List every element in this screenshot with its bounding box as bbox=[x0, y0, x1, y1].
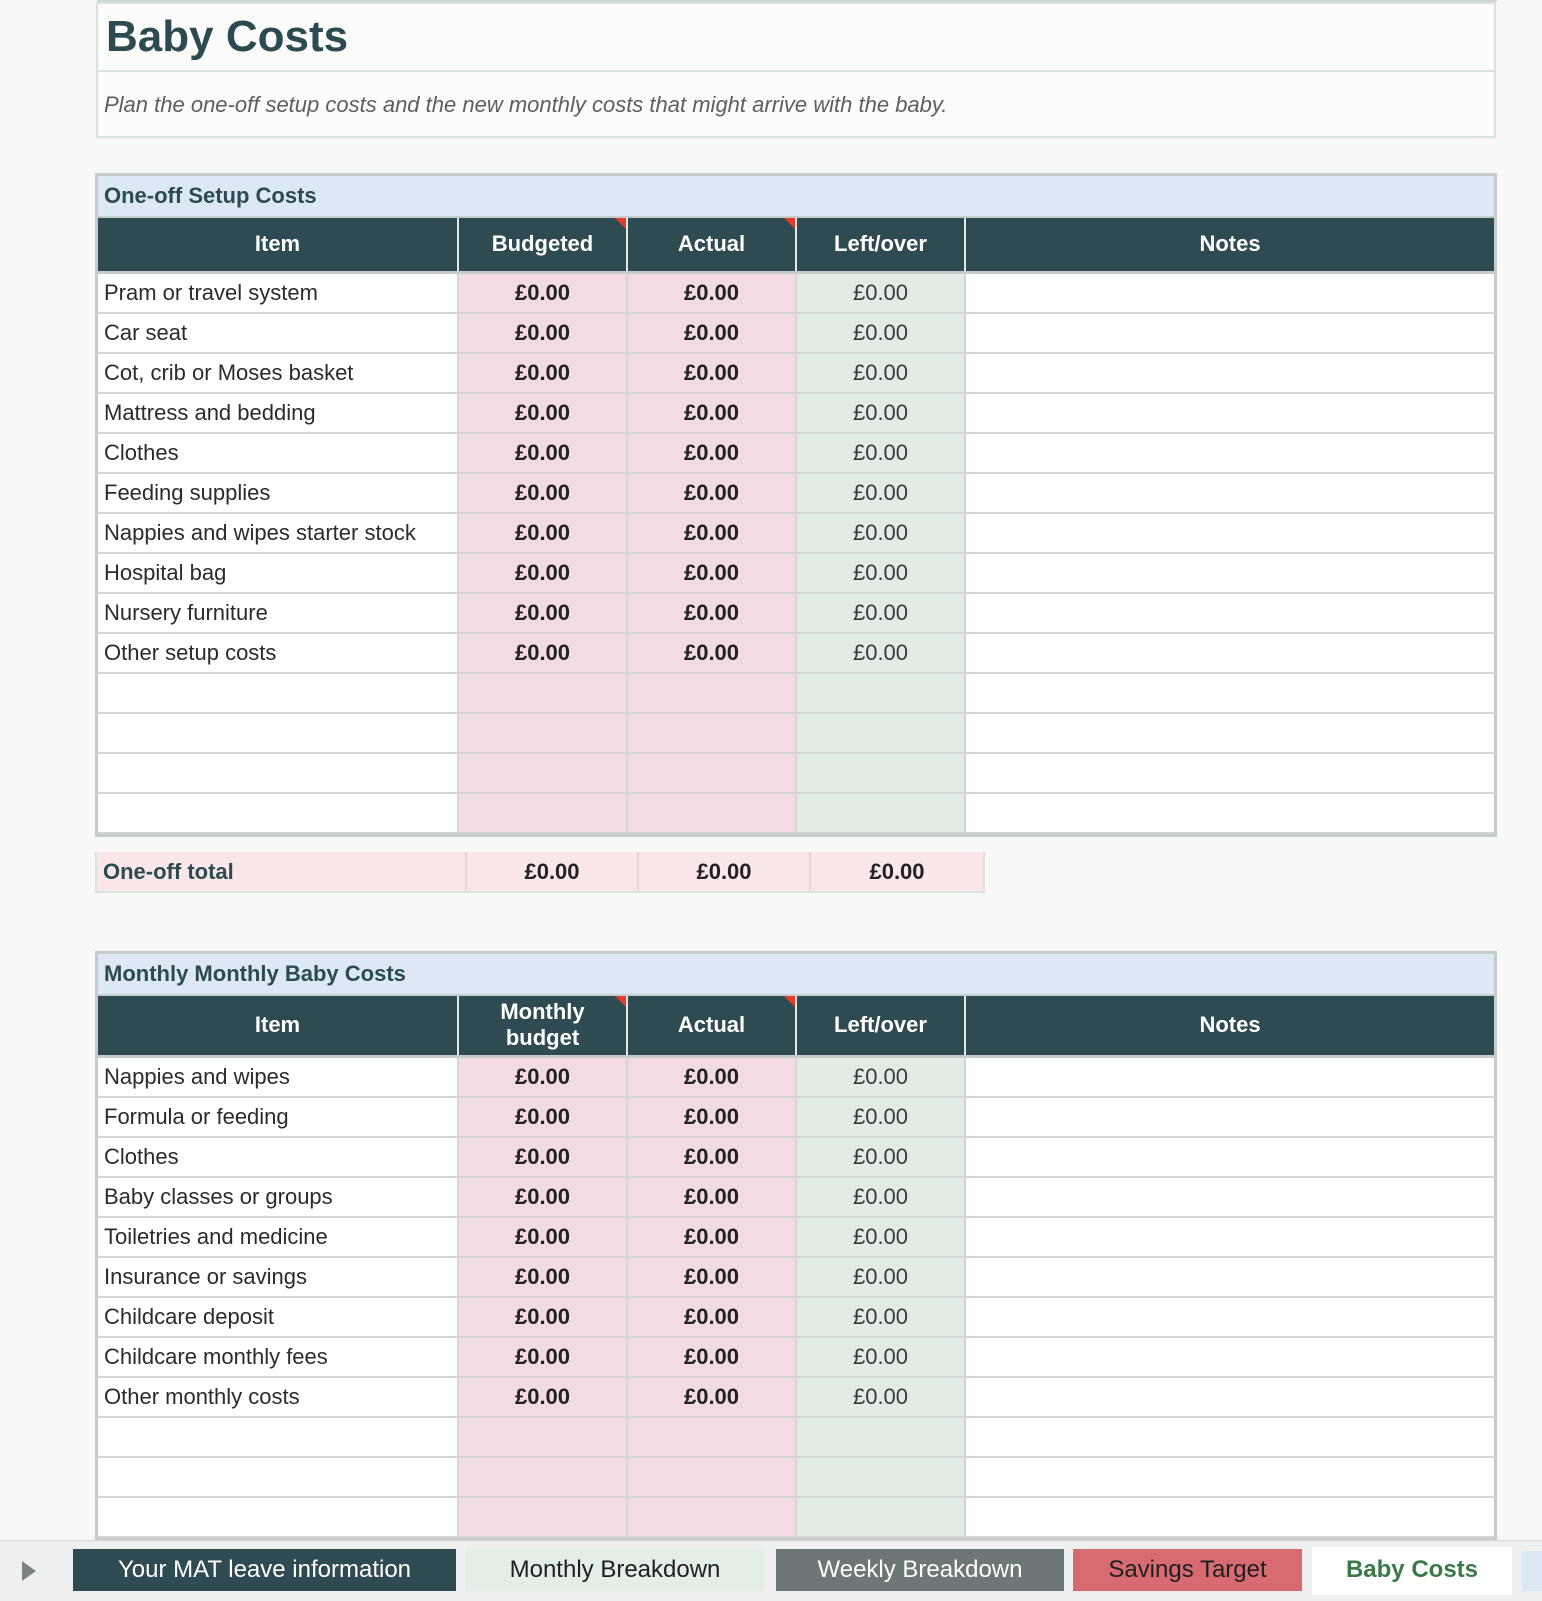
budgeted-cell[interactable]: £0.00 bbox=[458, 1177, 627, 1217]
actual-cell[interactable]: £0.00 bbox=[627, 1177, 796, 1217]
actual-cell[interactable]: £0.00 bbox=[627, 553, 796, 593]
budgeted-cell[interactable] bbox=[458, 1457, 627, 1497]
comment-indicator-icon[interactable] bbox=[784, 996, 795, 1007]
item-cell[interactable]: Clothes bbox=[98, 1137, 458, 1177]
total-actual[interactable]: £0.00 bbox=[639, 852, 811, 891]
item-cell[interactable]: Car seat bbox=[98, 313, 458, 353]
leftover-cell[interactable]: £0.00 bbox=[796, 1137, 965, 1177]
notes-cell[interactable] bbox=[965, 753, 1494, 793]
leftover-cell[interactable]: £0.00 bbox=[796, 1056, 965, 1097]
item-cell[interactable] bbox=[98, 673, 458, 713]
item-cell[interactable]: Childcare deposit bbox=[98, 1297, 458, 1337]
actual-cell[interactable]: £0.00 bbox=[627, 513, 796, 553]
table-row bbox=[98, 673, 1494, 713]
budgeted-cell[interactable] bbox=[458, 673, 627, 713]
budgeted-cell[interactable] bbox=[458, 1417, 627, 1457]
actual-cell[interactable] bbox=[627, 1457, 796, 1497]
monthly-rows bbox=[98, 1056, 1494, 1537]
notes-cell[interactable] bbox=[965, 513, 1494, 553]
notes-cell[interactable] bbox=[965, 593, 1494, 633]
table-row bbox=[98, 1177, 1494, 1217]
column-header-monthly-budget[interactable] bbox=[458, 996, 627, 1056]
budgeted-cell[interactable]: £0.00 bbox=[458, 1137, 627, 1177]
notes-cell[interactable] bbox=[965, 1417, 1494, 1457]
notes-cell[interactable] bbox=[965, 1457, 1494, 1497]
leftover-cell[interactable] bbox=[796, 1417, 965, 1457]
table-row bbox=[98, 1417, 1494, 1457]
item-cell[interactable]: Other monthly costs bbox=[98, 1377, 458, 1417]
notes-cell[interactable] bbox=[965, 1137, 1494, 1177]
notes-cell[interactable] bbox=[965, 1257, 1494, 1297]
tab-bar-edge bbox=[1522, 1551, 1542, 1591]
actual-cell[interactable]: £0.00 bbox=[627, 1217, 796, 1257]
actual-cell[interactable] bbox=[627, 713, 796, 753]
leftover-cell[interactable]: £0.00 bbox=[796, 393, 965, 433]
title-divider bbox=[98, 70, 1494, 72]
leftover-cell[interactable]: £0.00 bbox=[796, 1097, 965, 1137]
comment-indicator-icon[interactable] bbox=[784, 218, 795, 229]
table-row bbox=[98, 553, 1494, 593]
notes-cell[interactable] bbox=[965, 272, 1494, 313]
sheet-tab-bar bbox=[0, 1540, 1542, 1601]
actual-cell[interactable]: £0.00 bbox=[627, 353, 796, 393]
tab-baby-costs[interactable]: Baby Costs bbox=[1312, 1547, 1512, 1595]
oneoff-rows bbox=[98, 272, 1494, 833]
play-icon[interactable] bbox=[22, 1561, 36, 1581]
table-row bbox=[98, 1337, 1494, 1377]
item-cell[interactable]: Formula or feeding bbox=[98, 1097, 458, 1137]
notes-cell[interactable] bbox=[965, 673, 1494, 713]
table-row bbox=[98, 353, 1494, 393]
leftover-cell[interactable] bbox=[796, 753, 965, 793]
actual-cell[interactable]: £0.00 bbox=[627, 1337, 796, 1377]
table-row bbox=[98, 473, 1494, 513]
column-header-notes[interactable]: Notes bbox=[965, 996, 1494, 1056]
leftover-cell[interactable] bbox=[796, 1497, 965, 1537]
budgeted-cell[interactable]: £0.00 bbox=[458, 1056, 627, 1097]
item-cell[interactable] bbox=[98, 1457, 458, 1497]
leftover-cell[interactable]: £0.00 bbox=[796, 473, 965, 513]
budgeted-cell[interactable]: £0.00 bbox=[458, 393, 627, 433]
table-row bbox=[98, 313, 1494, 353]
budgeted-cell[interactable]: £0.00 bbox=[458, 1217, 627, 1257]
budgeted-cell[interactable]: £0.00 bbox=[458, 353, 627, 393]
total-label[interactable]: One-off total bbox=[97, 852, 467, 891]
actual-cell[interactable]: £0.00 bbox=[627, 1097, 796, 1137]
table-row bbox=[98, 1056, 1494, 1097]
table-row bbox=[98, 1097, 1494, 1137]
table-row bbox=[98, 1497, 1494, 1537]
item-cell[interactable]: Mattress and bedding bbox=[98, 393, 458, 433]
leftover-cell[interactable]: £0.00 bbox=[796, 593, 965, 633]
table-row bbox=[98, 1137, 1494, 1177]
title-box bbox=[96, 2, 1496, 138]
actual-cell[interactable]: £0.00 bbox=[627, 1137, 796, 1177]
item-cell[interactable]: Pram or travel system bbox=[98, 272, 458, 313]
budgeted-cell[interactable]: £0.00 bbox=[458, 633, 627, 673]
budgeted-cell[interactable]: £0.00 bbox=[458, 593, 627, 633]
monthly-table bbox=[98, 996, 1494, 1538]
section-title: Monthly Monthly Baby Costs bbox=[98, 954, 1494, 996]
budgeted-cell[interactable]: £0.00 bbox=[458, 553, 627, 593]
budgeted-cell[interactable]: £0.00 bbox=[458, 433, 627, 473]
oneoff-table bbox=[98, 218, 1494, 834]
leftover-cell[interactable]: £0.00 bbox=[796, 353, 965, 393]
section-title: One-off Setup Costs bbox=[98, 176, 1494, 218]
budgeted-cell[interactable]: £0.00 bbox=[458, 1297, 627, 1337]
actual-cell[interactable]: £0.00 bbox=[627, 433, 796, 473]
budgeted-cell[interactable] bbox=[458, 1497, 627, 1537]
column-header-label: Monthly budget bbox=[500, 999, 585, 1051]
total-budgeted[interactable]: £0.00 bbox=[467, 852, 639, 891]
item-cell[interactable]: Hospital bag bbox=[98, 553, 458, 593]
budgeted-cell[interactable]: £0.00 bbox=[458, 513, 627, 553]
notes-cell[interactable] bbox=[965, 1337, 1494, 1377]
actual-cell[interactable]: £0.00 bbox=[627, 1056, 796, 1097]
column-header-leftover[interactable]: Left/over bbox=[796, 996, 965, 1056]
leftover-cell[interactable] bbox=[796, 1457, 965, 1497]
notes-cell[interactable] bbox=[965, 313, 1494, 353]
notes-cell[interactable] bbox=[965, 393, 1494, 433]
leftover-cell[interactable] bbox=[796, 673, 965, 713]
column-header-label: Actual bbox=[677, 231, 746, 257]
notes-cell[interactable] bbox=[965, 1297, 1494, 1337]
notes-cell[interactable] bbox=[965, 1217, 1494, 1257]
item-cell[interactable]: Cot, crib or Moses basket bbox=[98, 353, 458, 393]
budgeted-cell[interactable]: £0.00 bbox=[458, 1377, 627, 1417]
table-row bbox=[98, 1377, 1494, 1417]
item-cell[interactable]: Nappies and wipes bbox=[98, 1056, 458, 1097]
item-cell[interactable]: Nappies and wipes starter stock bbox=[98, 513, 458, 553]
leftover-cell[interactable]: £0.00 bbox=[796, 633, 965, 673]
leftover-cell[interactable]: £0.00 bbox=[796, 513, 965, 553]
table-row bbox=[98, 393, 1494, 433]
notes-cell[interactable] bbox=[965, 713, 1494, 753]
tab-weekly-breakdown[interactable]: Weekly Breakdown bbox=[776, 1549, 1064, 1591]
actual-cell[interactable] bbox=[627, 793, 796, 833]
table-row bbox=[98, 433, 1494, 473]
table-row bbox=[98, 753, 1494, 793]
table-row bbox=[98, 272, 1494, 313]
table-row bbox=[98, 1297, 1494, 1337]
item-cell[interactable] bbox=[98, 753, 458, 793]
tab-monthly-breakdown[interactable]: Monthly Breakdown bbox=[466, 1549, 764, 1591]
actual-cell[interactable] bbox=[627, 673, 796, 713]
column-header-budgeted[interactable] bbox=[458, 218, 627, 272]
column-header-label: Actual bbox=[677, 1012, 746, 1038]
leftover-cell[interactable]: £0.00 bbox=[796, 553, 965, 593]
table-row bbox=[98, 593, 1494, 633]
item-cell[interactable]: Feeding supplies bbox=[98, 473, 458, 513]
actual-cell[interactable]: £0.00 bbox=[627, 1377, 796, 1417]
item-cell[interactable] bbox=[98, 713, 458, 753]
actual-cell[interactable]: £0.00 bbox=[627, 313, 796, 353]
comment-indicator-icon[interactable] bbox=[615, 218, 626, 229]
actual-cell[interactable]: £0.00 bbox=[627, 473, 796, 513]
comment-indicator-icon[interactable] bbox=[615, 996, 626, 1007]
table-row bbox=[98, 793, 1494, 833]
leftover-cell[interactable]: £0.00 bbox=[796, 1177, 965, 1217]
column-header-item[interactable]: Item bbox=[98, 996, 458, 1056]
table-row bbox=[98, 1217, 1494, 1257]
column-header-item[interactable]: Item bbox=[98, 218, 458, 272]
item-cell[interactable]: Clothes bbox=[98, 433, 458, 473]
item-cell[interactable]: Insurance or savings bbox=[98, 1257, 458, 1297]
actual-cell[interactable]: £0.00 bbox=[627, 393, 796, 433]
actual-cell[interactable]: £0.00 bbox=[627, 593, 796, 633]
budgeted-cell[interactable]: £0.00 bbox=[458, 1097, 627, 1137]
budgeted-cell[interactable]: £0.00 bbox=[458, 473, 627, 513]
notes-cell[interactable] bbox=[965, 433, 1494, 473]
item-cell[interactable]: Toiletries and medicine bbox=[98, 1217, 458, 1257]
notes-cell[interactable] bbox=[965, 633, 1494, 673]
leftover-cell[interactable] bbox=[796, 793, 965, 833]
notes-cell[interactable] bbox=[965, 1097, 1494, 1137]
column-header-leftover[interactable]: Left/over bbox=[796, 218, 965, 272]
actual-cell[interactable]: £0.00 bbox=[627, 633, 796, 673]
notes-cell[interactable] bbox=[965, 553, 1494, 593]
column-header-actual[interactable] bbox=[627, 996, 796, 1056]
budgeted-cell[interactable] bbox=[458, 713, 627, 753]
leftover-cell[interactable]: £0.00 bbox=[796, 1297, 965, 1337]
leftover-cell[interactable]: £0.00 bbox=[796, 433, 965, 473]
oneoff-total-row bbox=[95, 852, 985, 893]
page-subtitle: Plan the one-off setup costs and the new monthly costs that might arrive with the baby. bbox=[104, 92, 948, 117]
actual-cell[interactable]: £0.00 bbox=[627, 1297, 796, 1337]
column-header-actual[interactable] bbox=[627, 218, 796, 272]
total-leftover[interactable]: £0.00 bbox=[811, 852, 983, 891]
notes-cell[interactable] bbox=[965, 1177, 1494, 1217]
notes-cell[interactable] bbox=[965, 1377, 1494, 1417]
notes-cell[interactable] bbox=[965, 353, 1494, 393]
notes-cell[interactable] bbox=[965, 1056, 1494, 1097]
budgeted-cell[interactable] bbox=[458, 793, 627, 833]
item-cell[interactable] bbox=[98, 1497, 458, 1537]
notes-cell[interactable] bbox=[965, 793, 1494, 833]
leftover-cell[interactable]: £0.00 bbox=[796, 1217, 965, 1257]
item-cell[interactable]: Nursery furniture bbox=[98, 593, 458, 633]
table-row bbox=[98, 513, 1494, 553]
item-cell[interactable]: Baby classes or groups bbox=[98, 1177, 458, 1217]
leftover-cell[interactable]: £0.00 bbox=[796, 1257, 965, 1297]
budgeted-cell[interactable]: £0.00 bbox=[458, 313, 627, 353]
table-row bbox=[98, 633, 1494, 673]
notes-cell[interactable] bbox=[965, 473, 1494, 513]
actual-cell[interactable]: £0.00 bbox=[627, 1257, 796, 1297]
budgeted-cell[interactable] bbox=[458, 753, 627, 793]
monthly-section bbox=[95, 951, 1497, 1540]
column-header-notes[interactable]: Notes bbox=[965, 218, 1494, 272]
table-row bbox=[98, 1257, 1494, 1297]
item-cell[interactable]: Childcare monthly fees bbox=[98, 1337, 458, 1377]
oneoff-section bbox=[95, 173, 1497, 837]
actual-cell[interactable] bbox=[627, 753, 796, 793]
column-header-label: Budgeted bbox=[491, 231, 594, 257]
leftover-cell[interactable]: £0.00 bbox=[796, 313, 965, 353]
actual-cell[interactable] bbox=[627, 1417, 796, 1457]
budgeted-cell[interactable]: £0.00 bbox=[458, 1257, 627, 1297]
item-cell[interactable]: Other setup costs bbox=[98, 633, 458, 673]
page-title: Baby Costs bbox=[106, 12, 349, 61]
leftover-cell[interactable]: £0.00 bbox=[796, 1337, 965, 1377]
leftover-cell[interactable]: £0.00 bbox=[796, 272, 965, 313]
budgeted-cell[interactable]: £0.00 bbox=[458, 272, 627, 313]
leftover-cell[interactable] bbox=[796, 713, 965, 753]
tab-mat-leave-information[interactable]: Your MAT leave information bbox=[73, 1549, 456, 1591]
actual-cell[interactable]: £0.00 bbox=[627, 272, 796, 313]
tab-savings-target[interactable]: Savings Target bbox=[1073, 1549, 1302, 1591]
table-row bbox=[98, 1457, 1494, 1497]
leftover-cell[interactable]: £0.00 bbox=[796, 1377, 965, 1417]
budgeted-cell[interactable]: £0.00 bbox=[458, 1337, 627, 1377]
item-cell[interactable] bbox=[98, 793, 458, 833]
notes-cell[interactable] bbox=[965, 1497, 1494, 1537]
item-cell[interactable] bbox=[98, 1417, 458, 1457]
table-row bbox=[98, 713, 1494, 753]
actual-cell[interactable] bbox=[627, 1497, 796, 1537]
